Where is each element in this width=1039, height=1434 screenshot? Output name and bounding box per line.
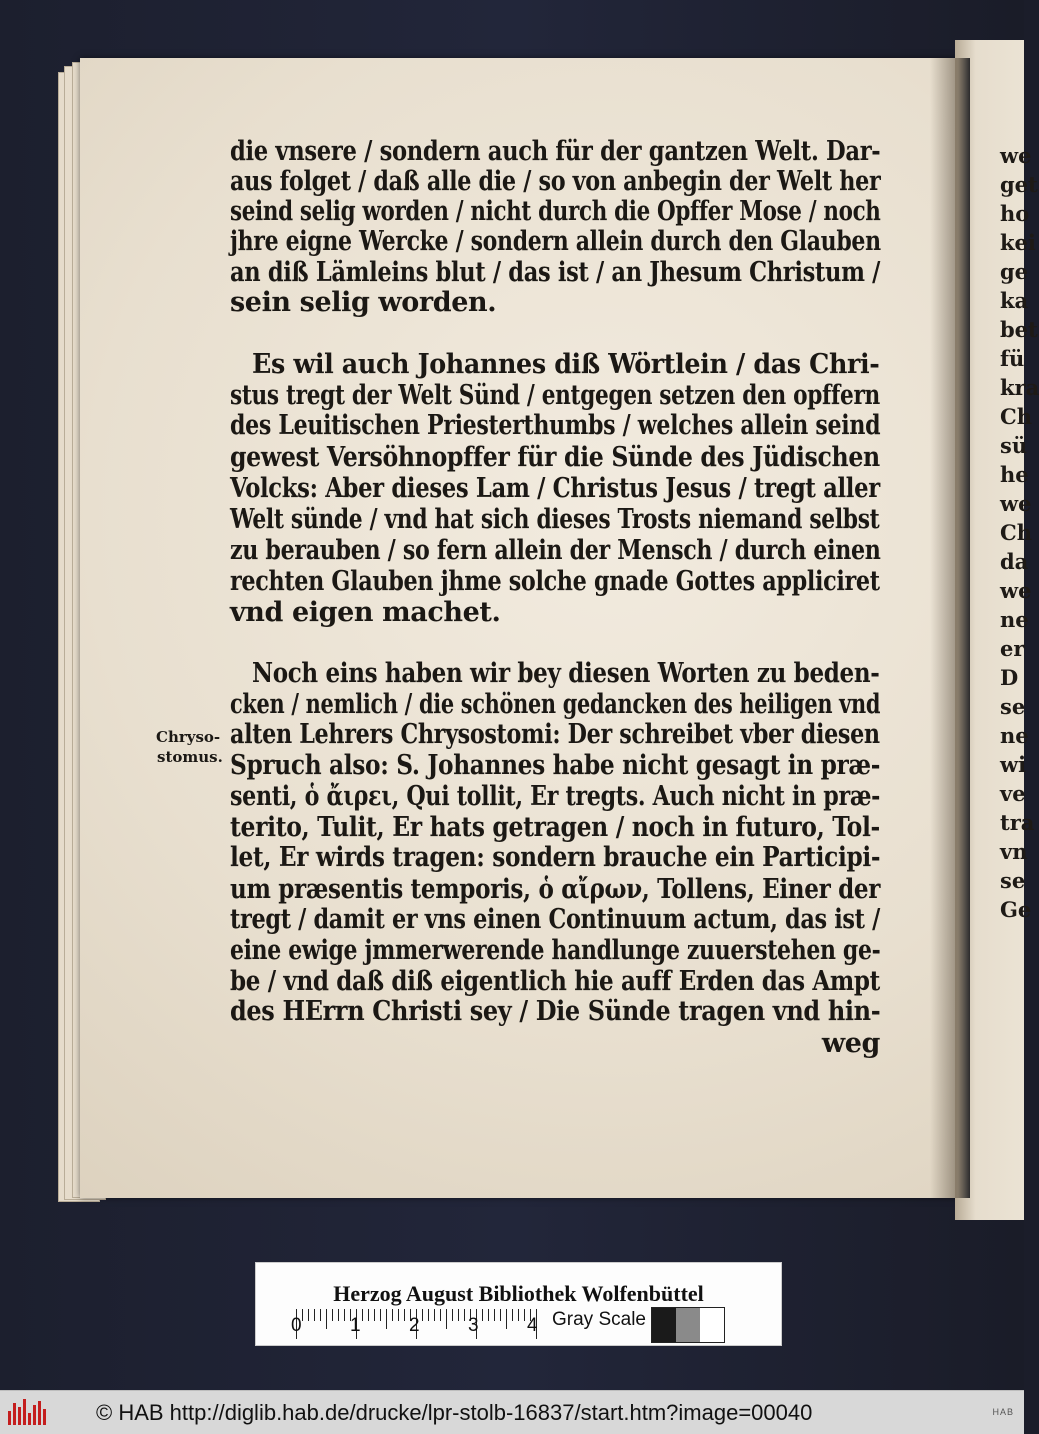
- text-line: Es wil auch Johannes diß Wörtlein / das Chri-: [252, 349, 880, 380]
- ruler-number: 3: [468, 1315, 479, 1336]
- gray-patch: [652, 1308, 676, 1342]
- facing-fragment: ge: [1000, 259, 1029, 284]
- facing-fragment: Ge: [1000, 897, 1032, 922]
- ruler-tick: [524, 1309, 525, 1321]
- ruler-tick: [512, 1309, 513, 1321]
- facing-fragment: Ch: [1000, 404, 1032, 429]
- gray-patch: [676, 1308, 700, 1342]
- facing-fragment: se: [1000, 694, 1026, 719]
- text-line: vnd eigen machet.: [230, 597, 501, 628]
- facing-fragment: sü: [1000, 433, 1028, 458]
- facing-fragment: er: [1000, 636, 1025, 661]
- text-line: Noch eins haben wir bey diesen Worten zu beden-: [252, 658, 880, 689]
- text-line: let, Er wirds tragen: sondern brauche ein Participi-: [230, 842, 881, 873]
- text-line: rechten Glauben jhme solche gnade Gottes appliciret: [230, 566, 880, 597]
- gray-patch: [700, 1308, 724, 1342]
- margin-note-line-2: stomus.: [157, 748, 223, 766]
- ruler-number: 1: [350, 1315, 361, 1336]
- facing-fragment: ne: [1000, 607, 1029, 632]
- text-line: an diß Lämleins blut / das ist / an Jhesum Christum /: [230, 257, 881, 288]
- text-line: Spruch also: S. Johannes habe nicht gesagt in præ-: [230, 750, 881, 781]
- text-line: eine ewige jmmerwerende handlunge zuuerstehen ge-: [230, 935, 881, 966]
- gray-scale-label: Gray Scale: [552, 1309, 646, 1330]
- logo-bar: [23, 1399, 26, 1425]
- catchword: weg: [821, 1028, 880, 1059]
- ruler-tick: [464, 1309, 465, 1321]
- facing-fragment: tra: [1000, 810, 1035, 835]
- text-line: sein selig worden.: [230, 287, 497, 318]
- ruler-tick: [344, 1309, 345, 1321]
- ruler-tick: [506, 1309, 507, 1329]
- ruler-tick: [494, 1309, 495, 1321]
- text-line: be / vnd daß diß eigentlich hie auff Erden das Ampt: [230, 966, 880, 997]
- ruler-number: 2: [409, 1315, 420, 1336]
- text-line: terito, Tulit, Er hats getragen / noch in futuro, Tol-: [230, 812, 880, 843]
- ruler-tick: [518, 1309, 519, 1321]
- ruler-tick: [332, 1309, 333, 1321]
- ruler-tick: [362, 1309, 363, 1321]
- facing-fragment: get: [1000, 172, 1038, 197]
- text-line: cken / nemlich / die schönen gedancken des heiligen vnd: [230, 689, 881, 720]
- ruler-tick: [380, 1309, 381, 1321]
- facing-fragment: Ch: [1000, 520, 1032, 545]
- text-line: alten Lehrers Chrysostomi: Der schreibet vber diesen: [230, 719, 880, 750]
- margin-note-line-1: Chryso-: [156, 728, 221, 746]
- ruler-tick: [434, 1309, 435, 1321]
- facing-fragment: bet: [1000, 317, 1038, 342]
- facing-fragment: da: [1000, 549, 1029, 574]
- text-line: Volcks: Aber dieses Lam / Christus Jesus / tregt aller: [230, 473, 880, 504]
- facing-fragment: we: [1000, 578, 1032, 603]
- footer-citation[interactable]: © HAB http://diglib.hab.de/drucke/lpr-stolb-16837/start.htm?image=00040: [96, 1400, 813, 1425]
- text-line: um præsentis temporis, ὁ αἴρων, Tollens, Einer der: [230, 874, 881, 905]
- facing-fragment: ka: [1000, 288, 1029, 313]
- color-target-card: [255, 1262, 782, 1346]
- ruler-tick: [440, 1309, 441, 1321]
- ruler-tick: [392, 1309, 393, 1321]
- ruler-tick: [452, 1309, 453, 1321]
- ruler-tick: [374, 1309, 375, 1321]
- ruler-tick: [314, 1309, 315, 1321]
- logo-bar: [38, 1401, 41, 1425]
- facing-fragment: ve: [1000, 781, 1026, 806]
- facing-fragment: ho: [1000, 201, 1030, 226]
- facing-fragment: wi: [1000, 752, 1027, 777]
- ruler-tick: [428, 1309, 429, 1321]
- text-line: die vnsere / sondern auch für der gantzen Welt. Dar-: [230, 136, 881, 167]
- text-line: Welt sünde / vnd hat sich dieses Trosts niemand selbst: [230, 504, 880, 535]
- text-line: des HErrn Christi sey / Die Sünde tragen vnd hin-: [230, 996, 881, 1027]
- ruler-number: 0: [291, 1315, 302, 1336]
- text-line: zu berauben / so fern allein der Mensch / durch einen: [230, 535, 881, 566]
- text-line: aus folget / daß alle die / so von anbegin der Welt her: [230, 166, 881, 197]
- footer-mark: HAB: [992, 1407, 1014, 1417]
- ruler-tick: [404, 1309, 405, 1321]
- facing-fragment: we: [1000, 143, 1032, 168]
- logo-bar: [28, 1413, 31, 1425]
- gray-scale-patches: [651, 1307, 725, 1343]
- ruler-tick: [326, 1309, 327, 1329]
- ruler-tick: [500, 1309, 501, 1321]
- text-line: stus tregt der Welt Sünd / entgegen setzen den opffern: [230, 380, 880, 411]
- text-line: des Leuitischen Priesterthumbs / welches allein seind: [230, 410, 881, 441]
- text-line: seind selig worden / nicht durch die Opffer Mose / noch: [230, 196, 881, 227]
- footer-bar: [0, 1390, 1024, 1434]
- facing-fragment: vn: [1000, 839, 1028, 864]
- logo-bar: [13, 1403, 16, 1425]
- facing-fragment: ne: [1000, 723, 1029, 748]
- ruler-tick: [386, 1309, 387, 1329]
- text-line: gewest Versöhnopffer für die Sünde des Jüdischen: [230, 442, 880, 473]
- text-line: jhre eigne Wercke / sondern allein durch den Glauben: [230, 226, 881, 257]
- facing-fragment: fü: [1000, 346, 1025, 371]
- facing-fragment: D: [1000, 665, 1019, 690]
- logo-bar: [43, 1409, 46, 1425]
- logo-bar: [18, 1407, 21, 1425]
- ruler-tick: [338, 1309, 339, 1321]
- hab-logo-icon: [8, 1399, 46, 1425]
- ruler-tick: [320, 1309, 321, 1321]
- library-title: Herzog August Bibliothek Wolfenbüttel: [333, 1281, 704, 1306]
- facing-fragment: se: [1000, 868, 1026, 893]
- facing-fragment: kei: [1000, 230, 1036, 255]
- facing-fragment: he: [1000, 462, 1029, 487]
- ruler-tick: [368, 1309, 369, 1321]
- ruler-tick: [488, 1309, 489, 1321]
- ruler-tick: [302, 1309, 303, 1321]
- ruler-tick: [446, 1309, 447, 1329]
- ruler-tick: [482, 1309, 483, 1321]
- ruler-tick: [308, 1309, 309, 1321]
- text-line: tregt / damit er vns einen Continuum actum, das ist /: [230, 904, 880, 935]
- ruler-tick: [422, 1309, 423, 1321]
- ruler-tick: [458, 1309, 459, 1321]
- text-line: senti, ὁ ἄιρει, Qui tollit, Er tregts. Auch nicht in præ-: [230, 781, 881, 812]
- logo-bar: [33, 1405, 36, 1425]
- logo-bar: [8, 1411, 11, 1425]
- page-gutter: [930, 58, 970, 1198]
- facing-fragment: we: [1000, 491, 1032, 516]
- facing-fragment: kra: [1000, 375, 1039, 400]
- ruler-tick: [398, 1309, 399, 1321]
- ruler-number: 4: [527, 1315, 538, 1336]
